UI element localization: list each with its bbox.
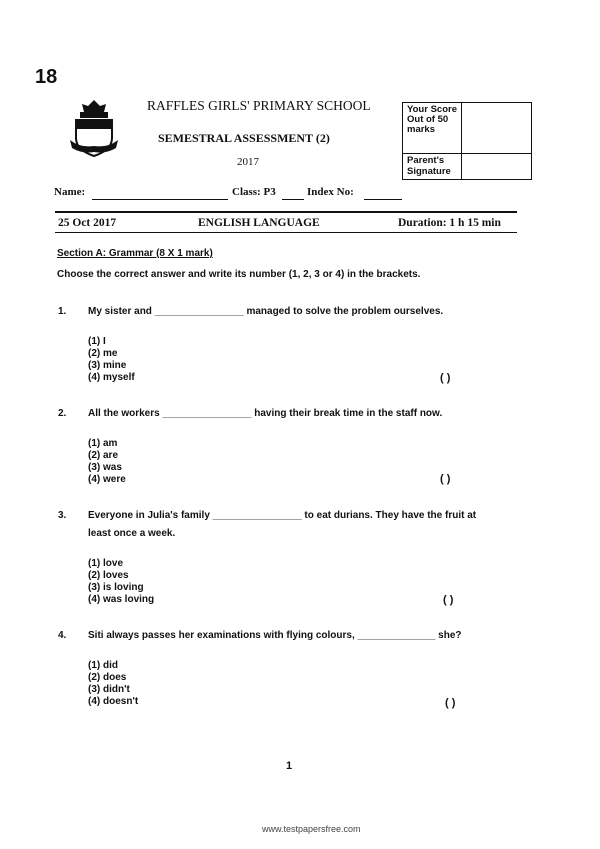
option: (2) loves — [88, 570, 129, 581]
score-box — [402, 102, 532, 180]
page-number: 18 — [35, 66, 58, 88]
answer-bracket[interactable]: ( ) — [440, 473, 451, 485]
question-text: My sister and ________________ managed to solve the problem ourselves. — [88, 306, 444, 317]
school-crest-icon — [66, 98, 122, 164]
option-list — [88, 660, 138, 708]
question-text: Everyone in Julia's family ________________ to eat durians. They have the fruit at — [88, 510, 477, 521]
option: (4) doesn't — [88, 696, 139, 707]
option: (1) love — [88, 558, 124, 569]
option: (2) me — [88, 348, 118, 359]
answer-bracket[interactable]: ( ) — [445, 697, 456, 709]
assessment-title: SEMESTRAL ASSESSMENT (2) — [158, 131, 330, 145]
footer-url: www.testpapersfree.com — [262, 824, 361, 834]
option: (3) mine — [88, 360, 127, 371]
school-name: RAFFLES GIRLS' PRIMARY SCHOOL — [147, 98, 371, 113]
question-number: 3. — [58, 510, 67, 521]
answer-bracket[interactable]: ( ) — [443, 594, 454, 606]
exam-date: 25 Oct 2017 — [58, 217, 117, 229]
class-label: Class: P3 — [232, 186, 276, 198]
option: (4) myself — [88, 372, 135, 383]
option: (4) was loving — [88, 594, 155, 605]
option: (1) am — [88, 438, 118, 449]
option: (2) does — [88, 672, 127, 683]
index-label: Index No: — [307, 186, 354, 198]
question-text: All the workers ________________ having their break time in the staff now. — [88, 408, 443, 419]
parent-signature-label: Parent's Signature — [407, 155, 451, 177]
footer-page-number: 1 — [286, 760, 293, 772]
option-list — [88, 336, 135, 384]
section-title: Section A: Grammar (8 X 1 mark) — [57, 248, 213, 259]
duration: Duration: 1 h 15 min — [398, 217, 501, 229]
question-number: 2. — [58, 408, 67, 419]
option: (2) are — [88, 450, 119, 461]
option-list — [88, 438, 126, 486]
subject-title: ENGLISH LANGUAGE — [198, 217, 320, 229]
instruction-text: Choose the correct answer and write its number (1, 2, 3 or 4) in the brackets. — [57, 269, 421, 280]
question-text-continued: least once a week. — [88, 528, 176, 539]
assessment-year: 2017 — [237, 156, 259, 168]
answer-bracket[interactable]: ( ) — [440, 372, 451, 384]
option: (3) is loving — [88, 582, 144, 593]
option-list — [88, 558, 154, 606]
option: (1) I — [88, 336, 106, 347]
option: (1) did — [88, 660, 118, 671]
question-number: 4. — [58, 630, 67, 641]
option: (3) didn't — [88, 684, 130, 695]
name-label: Name: — [54, 186, 86, 198]
question-text: Siti always passes her examinations with flying colours, ______________ she? — [88, 630, 462, 641]
option: (4) were — [88, 474, 126, 485]
score-label: Your Score Out of 50 marks — [407, 104, 457, 135]
option: (3) was — [88, 462, 122, 473]
question-number: 1. — [58, 306, 67, 317]
